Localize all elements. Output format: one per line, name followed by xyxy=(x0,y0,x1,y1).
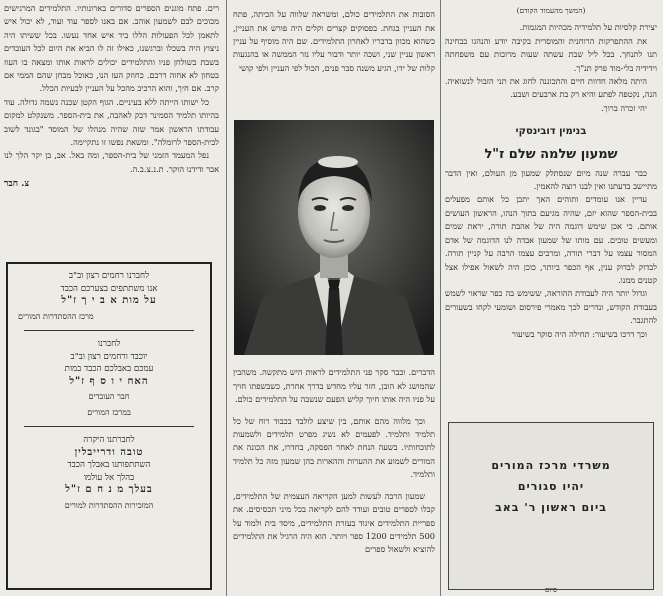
condolence-signature: המזכירות ההסתדרות למורים xyxy=(64,500,154,510)
condolence-line: טובה ודרייבלין xyxy=(74,446,144,458)
condolence-line: לחברנו רחמים רצון וב"ב xyxy=(68,271,150,281)
paragraph: הסובות את התלמידים כולם, ומשראה שלווה על הכיתה, פתח את העניין בגחת. בפסוקים קצרים וקלים היה פורש את העניין, כשהוא מכוון בדבריו לאחרון התלמידים. שם היה מוסיף על עניין ראשון עניין שני, ושכה יותר ודבור עליו נזר הממשה או בהנגעות קלות של ידו, הגיע משנה סבר פנים, הכול לפי העניין ולפי קושי xyxy=(233,9,435,73)
column-rule-right xyxy=(440,0,441,596)
condolence-line: השתתפותנו באבלך הכבד xyxy=(67,460,151,470)
condolence-section-3 xyxy=(18,434,200,512)
paragraph: היתה מלאה חדוות חיים והתכוננה לחוג את תני הזבול לנשואיה. הנה, נקטפה לפתע והיא רק בת ארבעים ושבע. xyxy=(445,76,657,100)
condolence-line: לחברתנו היקרה xyxy=(83,435,135,445)
continued-note: (המשך מהעמוד הקודם) xyxy=(516,6,586,15)
article-headline: שמעון שלמה שלם ז"ל xyxy=(484,146,618,162)
portrait-image xyxy=(234,120,434,355)
condolence-signature: מרכז ההסתדרות המורים xyxy=(18,311,94,321)
condolence-line: בעלך מ נ ח ם ז"ל xyxy=(65,484,153,495)
condolence-line: יוכבד ורחמים רצון וב"ב xyxy=(70,351,148,362)
paragraph: יהי זכרה ברוך. xyxy=(601,102,647,113)
author-signoff: צ. חבר xyxy=(4,179,30,190)
condolence-line: אנו משתתפים בצערכם הכבד xyxy=(60,283,158,294)
paragraph: יצירת קלסיות על תלמידיה מכהיות המגמות. xyxy=(519,22,657,33)
paragraph: עדיין אנו עומדים ותוהים האך יתכן כל אותם מפעלים בבית-הספר שהוא יזם, שהיה מגיעם בתוך הנהו, הראשון העושים אותם. כי אכן שימש דוגמה היה של אהבת תורה, יראת שמים ומעשים טובים. עם מותו של שמעון אבדה לנו הדוגמה של אדם המסור עצמו על דברי תורה, ומרבים עצמו הרבה על קניין תורה. לבדוק לבדוק ענין, אף הכפר ביותר, כוכן היה לשאול אפילו אצל קטנים ממנו. xyxy=(445,194,657,285)
notice-line: ביום ראשון ר' באב xyxy=(495,501,607,514)
paragraph: נפל המעמד הזמני של בית-הספר, ומה באל. אב, בן יקר הלך לנו אבר ודידנו הוקר. ת.נ.צ.ב.ה. xyxy=(4,150,219,174)
paragraph: וכך דרכו בשיעור: תחילה היה סוקר בשיעור xyxy=(511,328,647,339)
condolence-box xyxy=(6,262,212,590)
condolence-line: עמכם באבלכם הכבד במות xyxy=(64,364,154,374)
byline: בנימין דובינסקי xyxy=(515,126,587,138)
condolence-signature: במרכז המורים xyxy=(87,407,131,417)
office-closure-notice xyxy=(448,422,654,590)
condolence-line: לחברנו xyxy=(97,339,121,349)
middle-column-bottom xyxy=(233,358,435,596)
condolence-line: האח י ו ס ף ז"ל xyxy=(69,375,149,387)
paragraph: הדברים. וכבר סקר פני התלמידים לראות היש מתקשה. משהבין שהמושג לא הובן, חזר עליו מחדש בדרך אחרת, כשבשפתו חויך על פניו היה אותו חיוך קליש הפעם שנשבה על התלמידים כולם. xyxy=(233,367,435,404)
bottom-caption: סיום xyxy=(545,586,557,594)
divider xyxy=(24,426,194,427)
condolence-signature: חבר העובדים xyxy=(88,392,130,401)
paragraph: וגדול יותר היה לעבודת ההוראה, ששימש בה כפר שראוי לשמש בעבודת הקודש, ונדרים לכך מאמרי פירסום ושומעי לקחו בשעורים להתגבר. xyxy=(445,288,657,326)
paragraph: כבר עברה שנה מיום שנסתלק שמעון מן העולם, ואין הדבר מתיישב בדעתנו ואין לבנו רוצה להאמין. xyxy=(445,167,657,192)
middle-column-top xyxy=(233,0,435,118)
condolence-line: על מות א ב י ך ז"ל xyxy=(61,295,157,306)
paragraph: שמעון הרבה לעשות למען הקריאה העצמית של התלמידים, קבלו לספרים טובים ועודד להם לקריאה בכל מיני תכסיסים. את ספריית התלמידים איגוד בעזרת התלמידים, מיסד בית ולמוד על 500 תלמידים 1200 ספר ויותר. הוא היה הרגיל את התלמידים להוציא ולשאול ספרים xyxy=(233,490,435,555)
left-column xyxy=(4,0,219,258)
paragraph: וכך מלווה מהם אותם, בין שיצע לולבד בכבוד רוח של כל תלמיד ותלמיד. לפעמים לא נשיג מפרט תלמידים ולשמעות לתוכחותיו. בשעה הנחת לאחר הפסקה, בחדרו, את הכונה את המורים לשמוע את ההערות וההארות בהן שמעון מזה כל תלמיד ותלמיד. xyxy=(233,415,435,480)
condolence-section-2 xyxy=(18,338,200,419)
portrait-photo xyxy=(234,120,434,355)
condolence-section-1 xyxy=(18,270,200,323)
notice-line: יהיו סגורים xyxy=(517,480,585,493)
paragraph: כל ישותו הייתה ללא בעיניים. הגוף הקטן שכנה נשמה גדולה. עוד בהיותו תלמיד הסמינר דבק לאהבה, את בית-הספר. משנקלט למקום עבודתו הראשון אמר שזה שהיה מנהלו של המוסד "בגונד לשוב לבית-הספר לרומלה". ומשאת נפשו זו נתקיימה. xyxy=(4,96,219,148)
paragraph: את ההתפרקות הרוחנית והמוסרית בקיבה יודע והנהגו בבחינה תנו לתנחך. בכל ליל שבת עשתה שעות מרובות עם משפחתה וידידיה בלי-מוד פרק תנ"ך. xyxy=(445,35,657,73)
condolence-line: בהלך אל עולמו xyxy=(83,472,135,483)
divider xyxy=(24,330,194,331)
notice-line: משרדי מרכז המורים xyxy=(491,459,611,472)
paragraph: רים. פתח מוגנים הספרים סדורים בארונותיו. התלמידים המרגישים מכוכים לבם לשמעון אוהב. אם באנו לספר עוד ועוד, לא יכול איש לתאמן לכל הפעולות הללו ביד איש אחד נעשו. בכל ששיתו היה ניצוץ היה בשכלו וברגשנו, כאילו זה לו הביא את היום לכל העובדים בשבת בשולחן פניו והתלמידים יכולים לראות אותו ומצאה בו העוז בטחון לא אחוה דרכם. כחוזק העז הנו, כאוכל מבחן שהם הממי אם קרב. אם חיך, והוא הרכיב מהכל על העניין לבעיות הכלל. xyxy=(4,3,219,94)
column-rule-left xyxy=(226,0,227,596)
